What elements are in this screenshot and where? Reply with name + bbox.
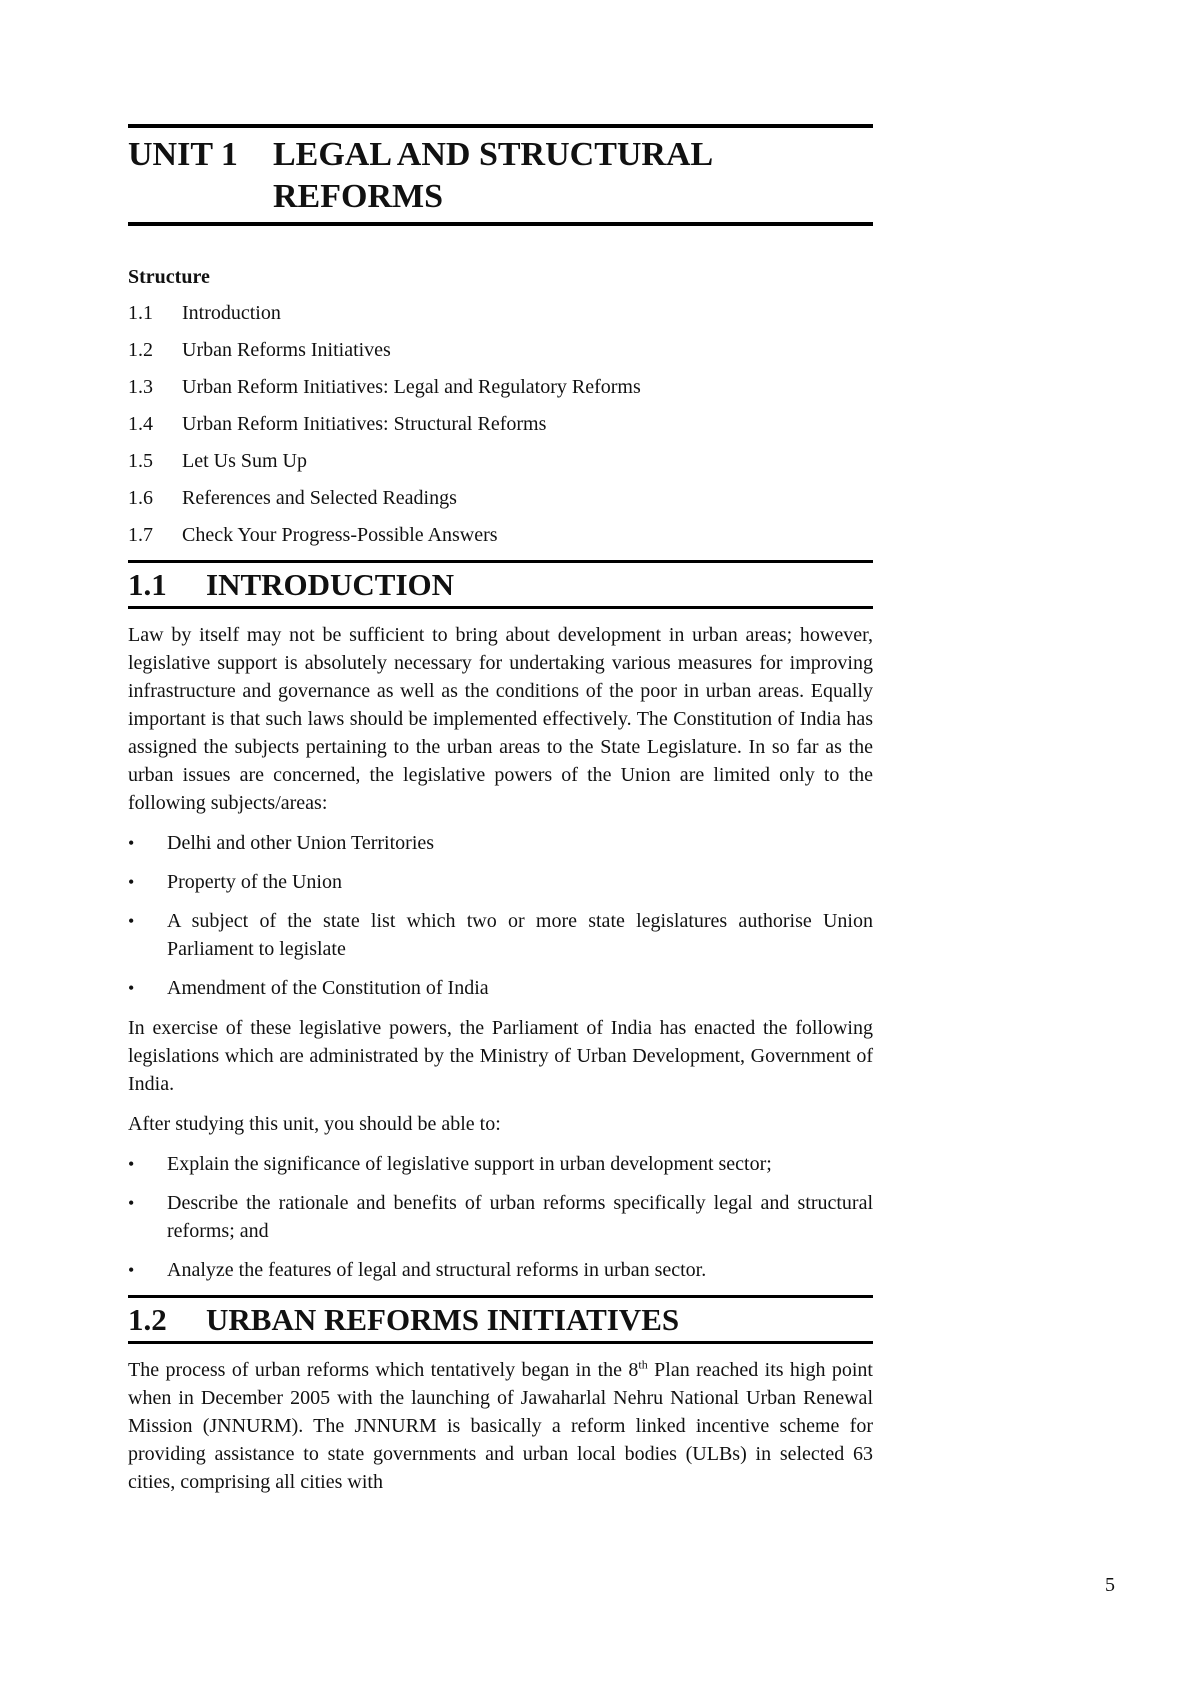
section-number: 1.2 [128,1302,167,1337]
bullet-icon: • [128,1260,135,1280]
bullet-icon: • [128,1193,135,1213]
intro-paragraph-2: In exercise of these legislative powers, the Parliament of India has enacted the following legislations which are administrated by the Ministry of Urban Development, Government of India. [128,1017,873,1095]
toc-item [128,412,873,436]
bullet-icon: • [128,1154,135,1174]
toc-item [128,301,873,325]
unit-title-line1: LEGAL AND STRUCTURAL [273,136,714,173]
list-item: • A subject of the state list which two or more state legislatures authorise Union Parliament to legislate [128,907,873,963]
toc-item [128,486,873,510]
list-item: • Delhi and other Union Territories [128,829,873,857]
section-bottom-rule [128,1341,873,1344]
unit-title-line2: REFORMS [273,178,443,215]
toc-item-text: Urban Reform Initiatives: Legal and Regulatory Reforms [182,376,641,398]
objectives-list [128,1150,873,1284]
unit-label: UNIT 1 [128,136,238,173]
toc-item-text: Let Us Sum Up [182,450,307,472]
intro-paragraph-1: Law by itself may not be sufficient to bring about development in urban areas; however, legislative support is absolutely necessary for undertaking various measures for improving infrastructure and governance as well as the conditions of the poor in urban areas. Equally important is that such laws should be implemented effectively. The Constitution of India has assigned the subjects pertaining to the urban areas to the State Legislature. In so far as the urban issues are concerned, the legislative powers of the Union are limited only to the following subjects/areas: [128,624,873,814]
toc-item [128,375,873,399]
bullet-icon: • [128,911,135,931]
section-title [128,1298,873,1341]
structure-list [128,301,873,547]
urban-reforms-paragraph-1: The process of urban reforms which tentatively began in the 8th Plan reached its high point when in December 2005 with the launching of Jawaharlal Nehru National Urban Renewal Mission (JNNURM). The JNNURM is basically a reform linked incentive scheme for providing assistance to state governments and urban local bodies (ULBs) in selected 63 cities, comprising all cities with [128,1357,873,1493]
list-item: • Amendment of the Constitution of India [128,974,873,1002]
list-item: • Property of the Union [128,868,873,896]
page-number: 5 [1105,1574,1115,1596]
list-item: • Describe the rationale and benefits of urban reforms specifically legal and structural reforms; and [128,1189,873,1245]
toc-item-number: 1.4 [128,413,153,435]
union-subjects-list [128,829,873,1002]
section-urban-reforms-header [128,1295,873,1344]
toc-item-number: 1.3 [128,376,153,398]
unit-bottom-rule [128,222,873,226]
unit-header [128,124,873,226]
toc-item-number: 1.2 [128,339,153,361]
toc-item-number: 1.7 [128,524,153,546]
superscript-ordinal: th [638,1357,648,1372]
bullet-icon: • [128,978,135,998]
toc-item [128,449,873,473]
section-title [128,563,873,606]
toc-item [128,523,873,547]
section-introduction-header [128,560,873,609]
bullet-icon: • [128,833,135,853]
toc-item-text: Urban Reform Initiatives: Structural Reforms [182,413,547,435]
section-title-text: INTRODUCTION [206,567,455,602]
toc-item-text: References and Selected Readings [182,487,457,509]
toc-item [128,338,873,362]
section-title-text: URBAN REFORMS INITIATIVES [206,1302,680,1337]
toc-item-number: 1.1 [128,302,153,324]
toc-item-text: Introduction [182,302,281,324]
intro-paragraph-3: After studying this unit, you should be able to: [128,1113,501,1135]
section-number: 1.1 [128,567,167,602]
list-item: • Explain the significance of legislative support in urban development sector; [128,1150,873,1178]
section-bottom-rule [128,606,873,609]
toc-item-number: 1.6 [128,487,153,509]
toc-item-number: 1.5 [128,450,153,472]
page-content [128,124,873,1496]
unit-title [128,128,873,222]
list-item: • Analyze the features of legal and structural reforms in urban sector. [128,1256,873,1284]
unit-title-text [273,134,873,218]
bullet-icon: • [128,872,135,892]
toc-item-text: Check Your Progress-Possible Answers [182,524,498,546]
structure-heading: Structure [128,266,210,288]
toc-item-text: Urban Reforms Initiatives [182,339,391,361]
